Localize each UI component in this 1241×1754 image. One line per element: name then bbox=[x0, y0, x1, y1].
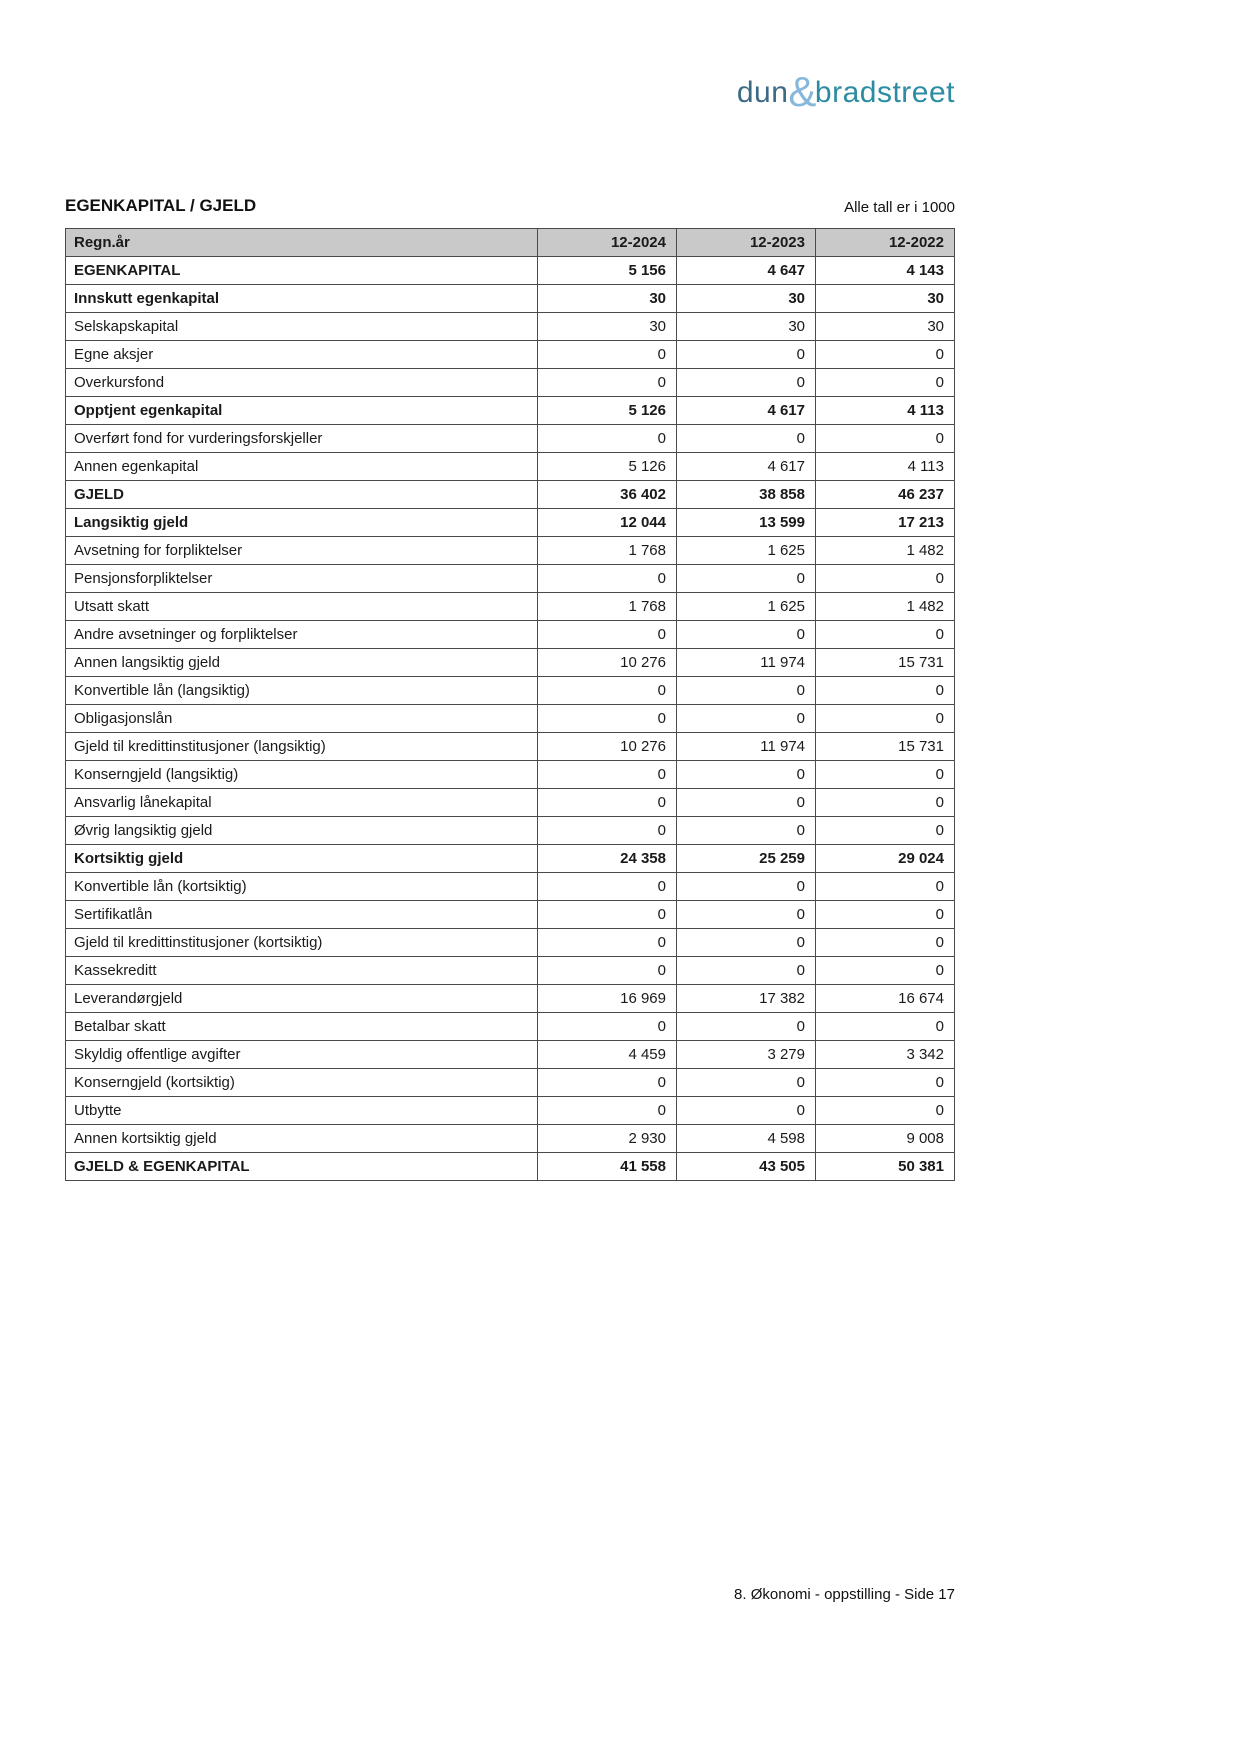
row-value: 30 bbox=[816, 313, 955, 341]
row-value: 38 858 bbox=[677, 481, 816, 509]
table-row bbox=[66, 1125, 955, 1153]
row-value: 17 213 bbox=[816, 509, 955, 537]
table-row bbox=[66, 733, 955, 761]
table-row bbox=[66, 1041, 955, 1069]
row-value: 0 bbox=[538, 1013, 677, 1041]
row-label: Skyldig offentlige avgifter bbox=[66, 1041, 538, 1069]
row-value: 0 bbox=[677, 817, 816, 845]
row-value: 4 113 bbox=[816, 453, 955, 481]
row-value: 0 bbox=[677, 789, 816, 817]
dun-bradstreet-logo bbox=[737, 68, 955, 116]
units-note: Alle tall er i 1000 bbox=[844, 199, 955, 216]
row-value: 4 143 bbox=[816, 257, 955, 285]
row-value: 0 bbox=[538, 957, 677, 985]
row-value: 46 237 bbox=[816, 481, 955, 509]
row-value: 24 358 bbox=[538, 845, 677, 873]
row-value: 0 bbox=[677, 1097, 816, 1125]
row-value: 0 bbox=[538, 873, 677, 901]
row-value: 0 bbox=[816, 1097, 955, 1125]
row-value: 0 bbox=[677, 929, 816, 957]
row-value: 0 bbox=[816, 817, 955, 845]
row-value: 3 342 bbox=[816, 1041, 955, 1069]
row-value: 0 bbox=[538, 425, 677, 453]
row-value: 0 bbox=[816, 929, 955, 957]
row-label: Konvertible lån (kortsiktig) bbox=[66, 873, 538, 901]
table-row bbox=[66, 1013, 955, 1041]
row-value: 2 930 bbox=[538, 1125, 677, 1153]
table-row bbox=[66, 257, 955, 285]
row-value: 13 599 bbox=[677, 509, 816, 537]
row-value: 0 bbox=[538, 901, 677, 929]
table-row bbox=[66, 1153, 955, 1181]
page-title: EGENKAPITAL / GJELD bbox=[65, 196, 257, 215]
table-row bbox=[66, 901, 955, 929]
row-label: Konserngjeld (langsiktig) bbox=[66, 761, 538, 789]
row-value: 0 bbox=[677, 369, 816, 397]
row-value: 0 bbox=[816, 901, 955, 929]
row-value: 0 bbox=[816, 1069, 955, 1097]
row-value: 5 156 bbox=[538, 257, 677, 285]
row-value: 0 bbox=[816, 789, 955, 817]
row-label: Øvrig langsiktig gjeld bbox=[66, 817, 538, 845]
row-value: 0 bbox=[677, 957, 816, 985]
row-value: 0 bbox=[816, 369, 955, 397]
page-footer: 8. Økonomi - oppstilling - Side 17 bbox=[734, 1586, 955, 1603]
col-header-regnar: Regn.år bbox=[66, 229, 538, 257]
row-value: 0 bbox=[677, 873, 816, 901]
title-row bbox=[65, 196, 955, 216]
table-row bbox=[66, 453, 955, 481]
col-header-2024: 12-2024 bbox=[538, 229, 677, 257]
table-row bbox=[66, 1097, 955, 1125]
row-value: 0 bbox=[677, 677, 816, 705]
table-row bbox=[66, 873, 955, 901]
row-value: 0 bbox=[677, 425, 816, 453]
logo-ampersand-icon: & bbox=[788, 68, 817, 115]
table-row bbox=[66, 341, 955, 369]
row-value: 30 bbox=[677, 313, 816, 341]
table-row bbox=[66, 621, 955, 649]
row-label: Utsatt skatt bbox=[66, 593, 538, 621]
row-label: GJELD bbox=[66, 481, 538, 509]
table-row bbox=[66, 509, 955, 537]
row-value: 11 974 bbox=[677, 649, 816, 677]
logo-text-dun: dun bbox=[736, 76, 789, 109]
row-value: 16 969 bbox=[538, 985, 677, 1013]
row-value: 0 bbox=[538, 1069, 677, 1097]
table-row bbox=[66, 705, 955, 733]
row-value: 0 bbox=[677, 621, 816, 649]
row-value: 29 024 bbox=[816, 845, 955, 873]
row-value: 0 bbox=[677, 341, 816, 369]
row-label: Annen kortsiktig gjeld bbox=[66, 1125, 538, 1153]
row-label: Ansvarlig lånekapital bbox=[66, 789, 538, 817]
table-row bbox=[66, 845, 955, 873]
row-value: 5 126 bbox=[538, 397, 677, 425]
row-value: 11 974 bbox=[677, 733, 816, 761]
row-value: 10 276 bbox=[538, 649, 677, 677]
row-value: 0 bbox=[538, 1097, 677, 1125]
row-label: GJELD & EGENKAPITAL bbox=[66, 1153, 538, 1181]
row-value: 0 bbox=[677, 1069, 816, 1097]
row-label: Pensjonsforpliktelser bbox=[66, 565, 538, 593]
row-label: Selskapskapital bbox=[66, 313, 538, 341]
logo-text-bradstreet: bradstreet bbox=[814, 76, 955, 109]
row-label: Utbytte bbox=[66, 1097, 538, 1125]
row-value: 4 459 bbox=[538, 1041, 677, 1069]
table-row bbox=[66, 397, 955, 425]
table-row bbox=[66, 481, 955, 509]
row-label: Innskutt egenkapital bbox=[66, 285, 538, 313]
row-label: Egne aksjer bbox=[66, 341, 538, 369]
row-label: Betalbar skatt bbox=[66, 1013, 538, 1041]
col-header-2022: 12-2022 bbox=[816, 229, 955, 257]
row-label: Sertifikatlån bbox=[66, 901, 538, 929]
table-row bbox=[66, 985, 955, 1013]
table-row bbox=[66, 285, 955, 313]
row-value: 4 113 bbox=[816, 397, 955, 425]
row-value: 4 617 bbox=[677, 397, 816, 425]
row-value: 1 768 bbox=[538, 593, 677, 621]
row-label: Overført fond for vurderingsforskjeller bbox=[66, 425, 538, 453]
row-label: Konvertible lån (langsiktig) bbox=[66, 677, 538, 705]
balance-table-container bbox=[65, 228, 955, 1181]
table-row bbox=[66, 1069, 955, 1097]
row-value: 0 bbox=[677, 705, 816, 733]
row-value: 0 bbox=[538, 341, 677, 369]
row-label: Konserngjeld (kortsiktig) bbox=[66, 1069, 538, 1097]
table-row bbox=[66, 649, 955, 677]
row-value: 0 bbox=[816, 873, 955, 901]
row-value: 17 382 bbox=[677, 985, 816, 1013]
row-label: Avsetning for forpliktelser bbox=[66, 537, 538, 565]
row-value: 30 bbox=[816, 285, 955, 313]
row-label: Kortsiktig gjeld bbox=[66, 845, 538, 873]
table-header-row bbox=[66, 229, 955, 257]
row-value: 0 bbox=[816, 705, 955, 733]
row-value: 30 bbox=[538, 285, 677, 313]
row-value: 0 bbox=[677, 761, 816, 789]
row-label: Annen langsiktig gjeld bbox=[66, 649, 538, 677]
row-value: 0 bbox=[816, 621, 955, 649]
row-value: 30 bbox=[538, 313, 677, 341]
page-header bbox=[65, 68, 955, 118]
row-value: 1 625 bbox=[677, 537, 816, 565]
table-row bbox=[66, 425, 955, 453]
row-value: 0 bbox=[538, 761, 677, 789]
row-value: 0 bbox=[538, 789, 677, 817]
row-value: 1 625 bbox=[677, 593, 816, 621]
row-label: Opptjent egenkapital bbox=[66, 397, 538, 425]
table-row bbox=[66, 369, 955, 397]
col-header-2023: 12-2023 bbox=[677, 229, 816, 257]
table-row bbox=[66, 957, 955, 985]
row-value: 41 558 bbox=[538, 1153, 677, 1181]
row-label: EGENKAPITAL bbox=[66, 257, 538, 285]
row-value: 0 bbox=[538, 929, 677, 957]
row-value: 0 bbox=[816, 425, 955, 453]
row-value: 0 bbox=[677, 565, 816, 593]
row-value: 0 bbox=[538, 369, 677, 397]
row-value: 0 bbox=[816, 341, 955, 369]
row-value: 0 bbox=[538, 677, 677, 705]
table-row bbox=[66, 565, 955, 593]
row-value: 1 768 bbox=[538, 537, 677, 565]
row-value: 1 482 bbox=[816, 593, 955, 621]
balance-table bbox=[65, 228, 955, 1181]
row-label: Gjeld til kredittinstitusjoner (kortsiktig) bbox=[66, 929, 538, 957]
row-label: Andre avsetninger og forpliktelser bbox=[66, 621, 538, 649]
table-row bbox=[66, 313, 955, 341]
row-value: 36 402 bbox=[538, 481, 677, 509]
row-value: 16 674 bbox=[816, 985, 955, 1013]
balance-table-body bbox=[66, 257, 955, 1181]
row-value: 4 617 bbox=[677, 453, 816, 481]
row-value: 0 bbox=[677, 901, 816, 929]
table-row bbox=[66, 761, 955, 789]
row-value: 1 482 bbox=[816, 537, 955, 565]
row-value: 0 bbox=[816, 677, 955, 705]
row-value: 3 279 bbox=[677, 1041, 816, 1069]
row-value: 10 276 bbox=[538, 733, 677, 761]
table-row bbox=[66, 677, 955, 705]
row-label: Overkursfond bbox=[66, 369, 538, 397]
row-value: 0 bbox=[538, 705, 677, 733]
row-label: Gjeld til kredittinstitusjoner (langsiktig) bbox=[66, 733, 538, 761]
row-value: 15 731 bbox=[816, 649, 955, 677]
row-value: 43 505 bbox=[677, 1153, 816, 1181]
row-label: Annen egenkapital bbox=[66, 453, 538, 481]
table-row bbox=[66, 817, 955, 845]
row-value: 12 044 bbox=[538, 509, 677, 537]
row-value: 5 126 bbox=[538, 453, 677, 481]
row-value: 0 bbox=[816, 1013, 955, 1041]
table-row bbox=[66, 789, 955, 817]
row-value: 0 bbox=[538, 565, 677, 593]
row-value: 4 647 bbox=[677, 257, 816, 285]
row-label: Leverandørgjeld bbox=[66, 985, 538, 1013]
row-value: 0 bbox=[538, 817, 677, 845]
table-row bbox=[66, 929, 955, 957]
row-label: Obligasjonslån bbox=[66, 705, 538, 733]
row-value: 25 259 bbox=[677, 845, 816, 873]
row-value: 0 bbox=[816, 957, 955, 985]
row-label: Kassekreditt bbox=[66, 957, 538, 985]
row-value: 0 bbox=[816, 761, 955, 789]
row-value: 50 381 bbox=[816, 1153, 955, 1181]
row-value: 0 bbox=[538, 621, 677, 649]
table-row bbox=[66, 537, 955, 565]
row-value: 9 008 bbox=[816, 1125, 955, 1153]
table-row bbox=[66, 593, 955, 621]
row-value: 0 bbox=[816, 565, 955, 593]
row-value: 15 731 bbox=[816, 733, 955, 761]
row-value: 0 bbox=[677, 1013, 816, 1041]
row-label: Langsiktig gjeld bbox=[66, 509, 538, 537]
row-value: 4 598 bbox=[677, 1125, 816, 1153]
row-value: 30 bbox=[677, 285, 816, 313]
